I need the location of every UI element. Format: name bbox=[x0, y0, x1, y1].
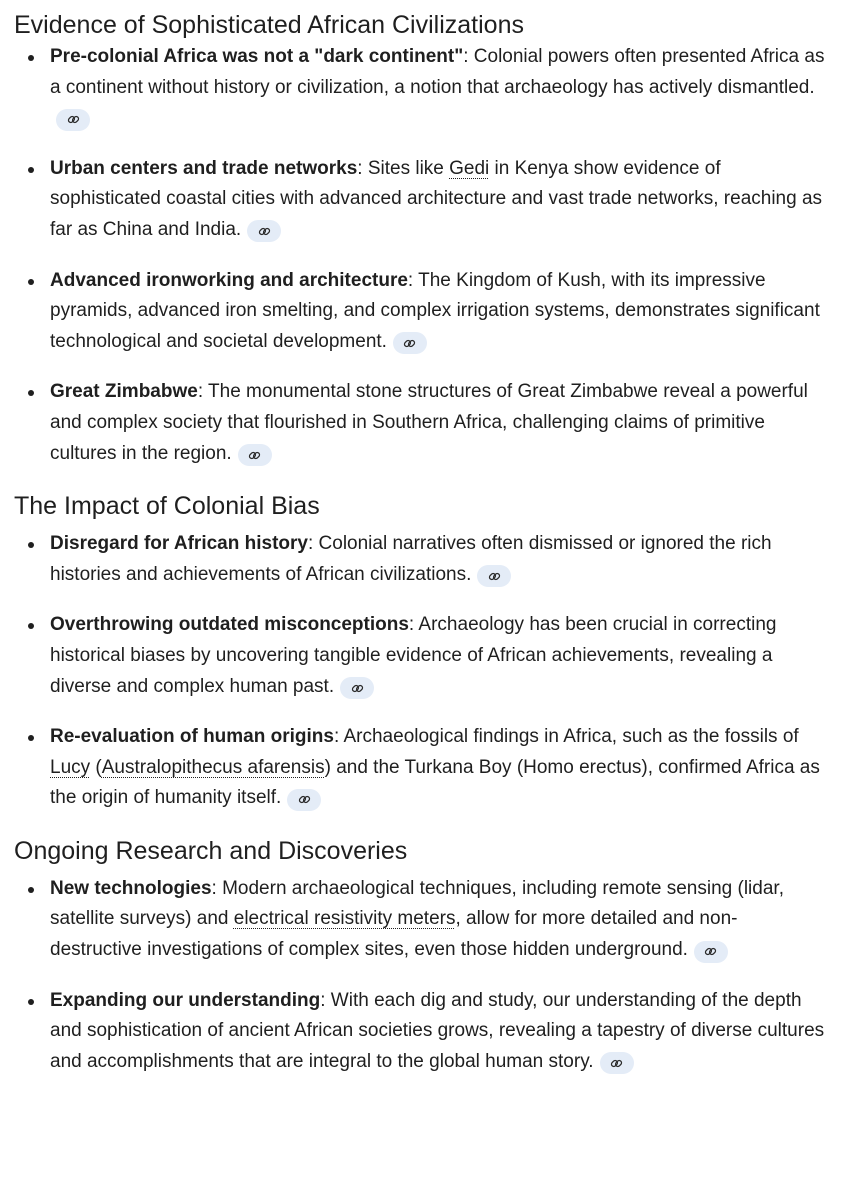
item-title: Urban centers and trade networks bbox=[50, 157, 358, 179]
link-icon bbox=[610, 1057, 623, 1070]
item-title: Pre-colonial Africa was not a "dark continent" bbox=[50, 46, 464, 67]
item-title: Advanced ironworking and architecture bbox=[50, 269, 408, 291]
section-heading: The Impact of Colonial Bias bbox=[14, 492, 320, 521]
item-title: Great Zimbabwe bbox=[50, 381, 198, 403]
term-link-lucy[interactable]: Lucy bbox=[50, 756, 91, 778]
citation-link-button[interactable] bbox=[694, 941, 728, 963]
item-text: : The monumental stone structures of Great Zimbabwe reveal a powerful and complex society that flourished in Southern Africa, challenging claims of primitive cultures in the region. bbox=[50, 381, 808, 464]
item-title: Overthrowing outdated misconceptions bbox=[50, 614, 409, 636]
term-link-gedi[interactable]: Gedi bbox=[449, 157, 490, 179]
citation-link-button[interactable] bbox=[238, 444, 272, 466]
list-item bbox=[50, 377, 829, 469]
item-title: New technologies bbox=[50, 877, 212, 899]
link-icon bbox=[67, 113, 80, 126]
item-text: : Modern archaeological techniques, including remote sensing (lidar, satellite surveys) and bbox=[50, 877, 784, 930]
item-text: : Colonial powers often presented Africa as a continent without history or civilization, a notion that archaeology has actively dismantled. bbox=[50, 46, 825, 98]
item-text: : With each dig and study, our understanding of the depth and sophistication of ancient African societies grows, revealing a tapestry of diverse cultures and accomplishments that are integral to the global human story. bbox=[50, 989, 825, 1072]
citation-link-button[interactable] bbox=[56, 109, 90, 131]
list-item bbox=[50, 986, 829, 1078]
term-link-australopithecus[interactable]: Australopithecus afarensis bbox=[101, 756, 325, 778]
term-link-resistivity-meters[interactable]: electrical resistivity meters bbox=[233, 908, 456, 930]
list-item bbox=[50, 42, 829, 134]
item-text: : Archaeology has been crucial in correcting historical biases by uncovering tangible evidence of African achievements, revealing a diverse and complex human past. bbox=[50, 614, 777, 697]
section-heading: Ongoing Research and Discoveries bbox=[14, 836, 408, 865]
list-item bbox=[50, 610, 829, 702]
citation-link-button[interactable] bbox=[393, 332, 427, 354]
list-item bbox=[50, 722, 829, 814]
citation-link-button[interactable] bbox=[600, 1052, 634, 1074]
item-title: Expanding our understanding bbox=[50, 989, 321, 1011]
citation-link-button[interactable] bbox=[287, 789, 321, 811]
bullet-list bbox=[14, 529, 829, 814]
item-text: ) and the Turkana Boy (Homo erectus), confirmed Africa as the origin of humanity itself. bbox=[50, 756, 820, 809]
citation-link-button[interactable] bbox=[247, 220, 281, 242]
item-text: : Archaeological findings in Africa, such as the fossils of bbox=[333, 726, 799, 748]
item-text: , allow for more detailed and non-destructive investigations of complex sites, even those hidden underground. bbox=[50, 908, 738, 961]
item-text: : The Kingdom of Kush, with its impressive pyramids, advanced iron smelting, and complex irrigation systems, demonstrates significant technological and societal development. bbox=[50, 269, 820, 352]
list-item bbox=[50, 529, 829, 590]
item-title: Disregard for African history bbox=[50, 533, 308, 555]
list-item bbox=[50, 266, 829, 358]
link-icon bbox=[351, 682, 364, 695]
bullet-list bbox=[14, 42, 829, 469]
link-icon bbox=[403, 337, 416, 350]
citation-link-button[interactable] bbox=[477, 565, 511, 587]
link-icon bbox=[298, 793, 311, 806]
list-item bbox=[50, 154, 829, 246]
section-heading: Evidence of Sophisticated African Civilizations bbox=[14, 11, 524, 39]
link-icon bbox=[704, 945, 717, 958]
link-icon bbox=[258, 225, 271, 238]
item-title: Re-evaluation of human origins bbox=[50, 726, 334, 748]
link-icon bbox=[248, 449, 261, 462]
item-text: in Kenya show evidence of sophisticated coastal cities with advanced architecture and vast trade networks, reaching as far as China and India. bbox=[50, 157, 823, 240]
link-icon bbox=[488, 570, 501, 583]
item-text: : Colonial narratives often dismissed or ignored the rich histories and achievements of African civilizations. bbox=[50, 533, 772, 585]
list-item bbox=[50, 874, 829, 966]
bullet-list bbox=[14, 874, 829, 1078]
citation-link-button[interactable] bbox=[340, 677, 374, 699]
item-text: : Sites like bbox=[357, 157, 450, 179]
item-text: ( bbox=[90, 756, 102, 778]
